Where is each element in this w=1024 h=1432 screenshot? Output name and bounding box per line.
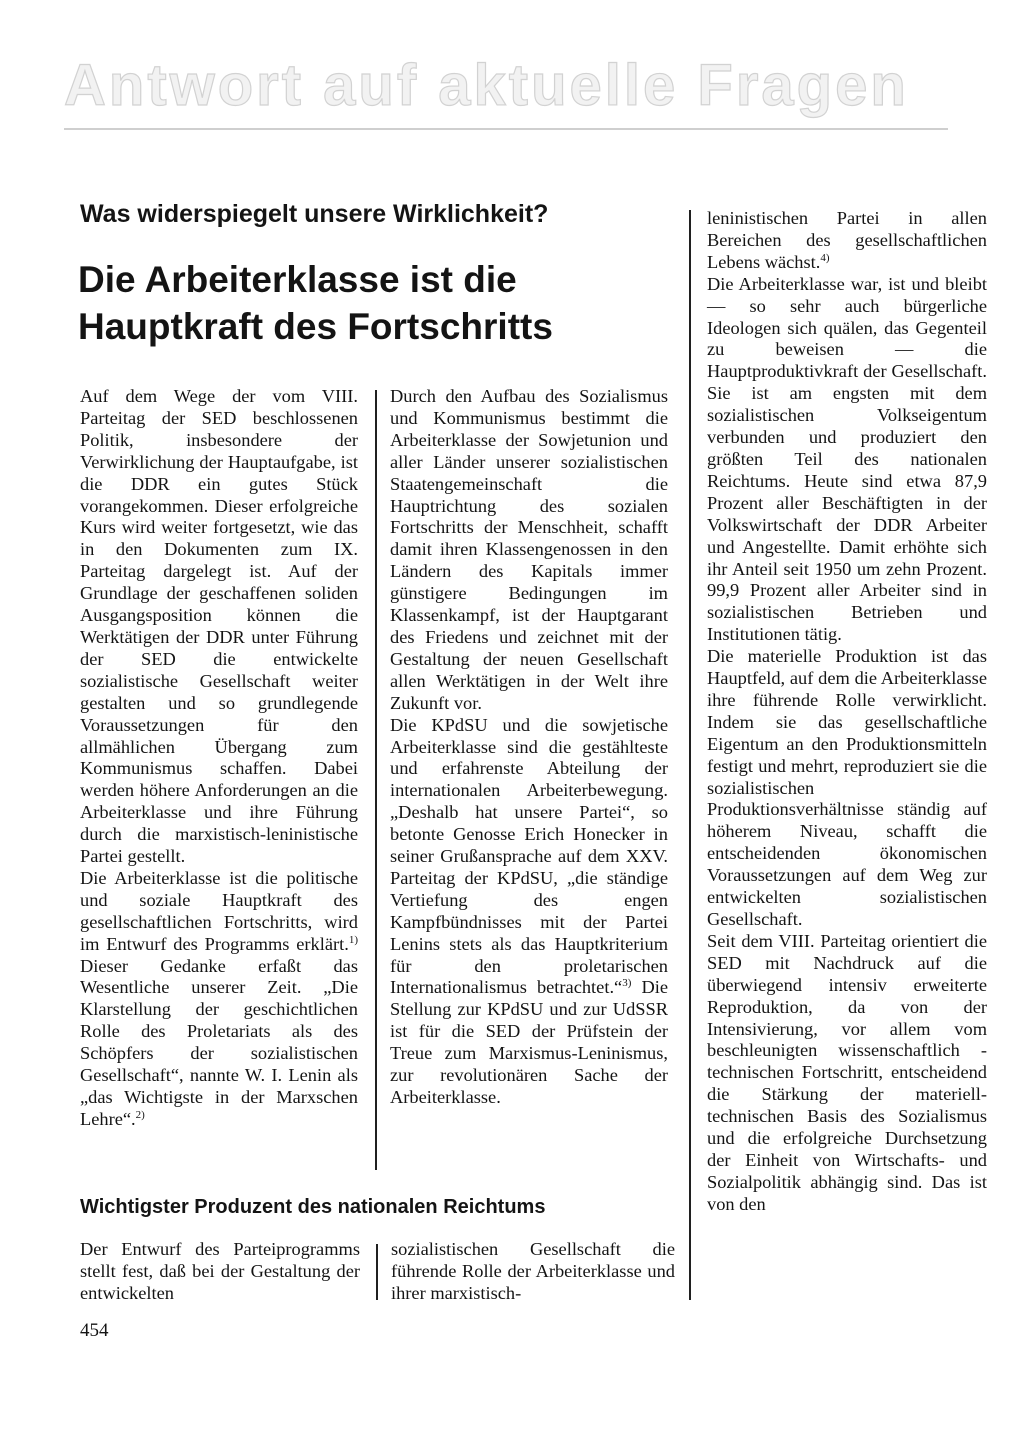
text-column-1 — [80, 386, 358, 1131]
footnote-marker: 1) — [348, 933, 358, 946]
column-divider — [375, 390, 377, 1170]
headline-line-2: Hauptkraft des Fortschritts — [78, 306, 553, 347]
header-divider — [64, 128, 948, 130]
paragraph: Der Entwurf des Parteiprogramms stellt fest, daß bei der Gestaltung der entwickelten — [80, 1239, 360, 1303]
paragraph-text: leninistischen Partei in allen Bereichen des gesellschaftlichen Lebens wächst. — [707, 208, 987, 272]
headline-line-1: Die Arbeiterklasse ist die — [78, 259, 517, 300]
paragraph-text: Die KPdSU und die sowjetische Arbeiterklasse sind die gestählteste und erfahrenste Abteilung der internationalen Arbeiterbewegung. „Deshalb hat unsere Partei“, so betonte Genosse Erich Honecker in seiner Grußansprache auf dem XXV. Parteitag der KPdSU, „die ständige Vertiefung des engen Kampfbündnisses mit der Partei Lenins stets als das Hauptkriterium für den proletarischen Internationalismus betrachtet.“ — [390, 714, 668, 998]
text-column-5 — [391, 1239, 675, 1305]
page-number: 454 — [80, 1320, 109, 1341]
footnote-marker: 2) — [135, 1108, 145, 1121]
paragraph: Seit dem VIII. Parteitag orientiert die SED mit Nachdruck auf die überwiegend intensiv erweiterte Reproduktion, da von der Intensivierung, vor allem vom beschleunigten wissenschaftlich - technischen Fortschritt, entscheidend die Stärkung der materiell-technischen Basis des Sozialismus und die erfolgreiche Durchsetzung der Einheit von Wirtschafts- und Sozialpolitik abhängig sind. Das ist von den — [707, 930, 987, 1214]
paragraph: Auf dem Wege der vom VIII. Parteitag der SED beschlossenen Politik, insbesondere der Verwirklichung der Hauptaufgabe, ist die DDR ein gutes Stück vorangekommen. Dieser erfolgreiche Kurs wird weiter fortgesetzt, wie das in den Dokumenten zum IX. Parteitag dargelegt ist. Auf der Grundlage der geschaffenen soliden Ausgangsposition können die Werktätigen der DDR unter Führung der SED die entwickelte sozialistische Gesellschaft weiter gestalten und so grundlegende Voraussetzungen für den allmählichen Übergang zum Kommunismus schaffen. Dabei werden höhere Anforderungen an die Arbeiterklasse und ihre Führung durch die marxistisch-leninistische Partei gestellt. — [80, 386, 358, 867]
text-column-3 — [707, 208, 987, 1216]
text-column-2 — [390, 386, 668, 1109]
paragraph: sozialistischen Gesellschaft die führende Rolle der Arbeiterklasse und ihrer marxistisch- — [391, 1239, 675, 1303]
footnote-marker: 4) — [820, 251, 830, 264]
footnote-marker: 3) — [622, 977, 632, 990]
paragraph-text: Dieser Gedanke erfaßt das Wesentliche unserer Zeit. „Die Klarstellung der geschichtlichen Rolle des Proletariats als des Schöpfers der sozialistischen Gesellschaft“, nannte W. I. Lenin als „das Wichtigste in der Marxschen Lehre“. — [80, 955, 358, 1129]
paragraph-text: Die Arbeiterklasse ist die politische und soziale Hauptkraft des gesellschaftlichen Fortschritts, wird im Entwurf des Programms erklärt. — [80, 867, 358, 954]
paragraph — [707, 208, 987, 274]
article-headline — [78, 256, 678, 350]
paragraph-text: Die Stellung zur KPdSU und zur UdSSR ist für die SED der Prüfstein der Treue zum Marxismus-Leninismus, zur revolutionären Sache der Arbeiterklasse. — [390, 977, 668, 1107]
text-column-4 — [80, 1239, 360, 1305]
paragraph: Die Arbeiterklasse war, ist und bleibt — so sehr auch bürgerliche Ideologen sich quälen, das Gegenteil zu beweisen — die Hauptproduktivkraft der Gesellschaft. Sie ist am engsten mit dem sozialistischen Volkseigentum verbunden und produziert den größten Teil des nationalen Reichtums. Heute sind etwa 87,9 Prozent aller Beschäftigten in der Volkswirtschaft der DDR Arbeiter und Angestellte. Damit erhöhte sich ihr Anteil seit 1950 um zehn Prozent. 99,9 Prozent aller Arbeiter sind in sozialistischen Betrieben und Institutionen tätig. — [707, 273, 987, 645]
column-divider — [689, 210, 691, 1300]
paragraph: Durch den Aufbau des Sozialismus und Kommunismus bestimmt die Arbeiterklasse der Sowjetunion und aller Länder unserer sozialistischen Staatengemeinschaft die Hauptrichtung des sozialen Fortschritts der Menschheit, schafft damit ihren Klassengenossen in den Ländern des Kapitals immer günstigere Bedingungen im Klassenkampf, ist der Hauptgarant des Friedens und zeichnet mit der Gestaltung der neuen Gesellschaft allen Werktätigen in der Welt ihre Zukunft vor. — [390, 386, 668, 713]
paragraph: Die materielle Produktion ist das Hauptfeld, auf dem die Arbeiterklasse ihre führende Rolle verwirklicht. Indem sie das gesellschaftliche Eigentum an den Produktionsmitteln festigt und mehrt, reproduziert sie die sozialistischen Produktionsverhältnisse ständig auf höherem Niveau, schafft die entscheidenden ökonomischen Voraussetzungen auf dem Weg zur entwickelten sozialistischen Gesellschaft. — [707, 646, 987, 929]
section-subheading: Wichtigster Produzent des nationalen Reichtums — [80, 1196, 546, 1218]
series-title: Antwort auf aktuelle Fragen — [64, 53, 909, 118]
article-kicker: Was widerspiegelt unsere Wirklichkeit? — [80, 200, 549, 228]
paragraph — [390, 715, 668, 1109]
column-divider — [376, 1244, 378, 1300]
paragraph — [80, 868, 358, 1131]
